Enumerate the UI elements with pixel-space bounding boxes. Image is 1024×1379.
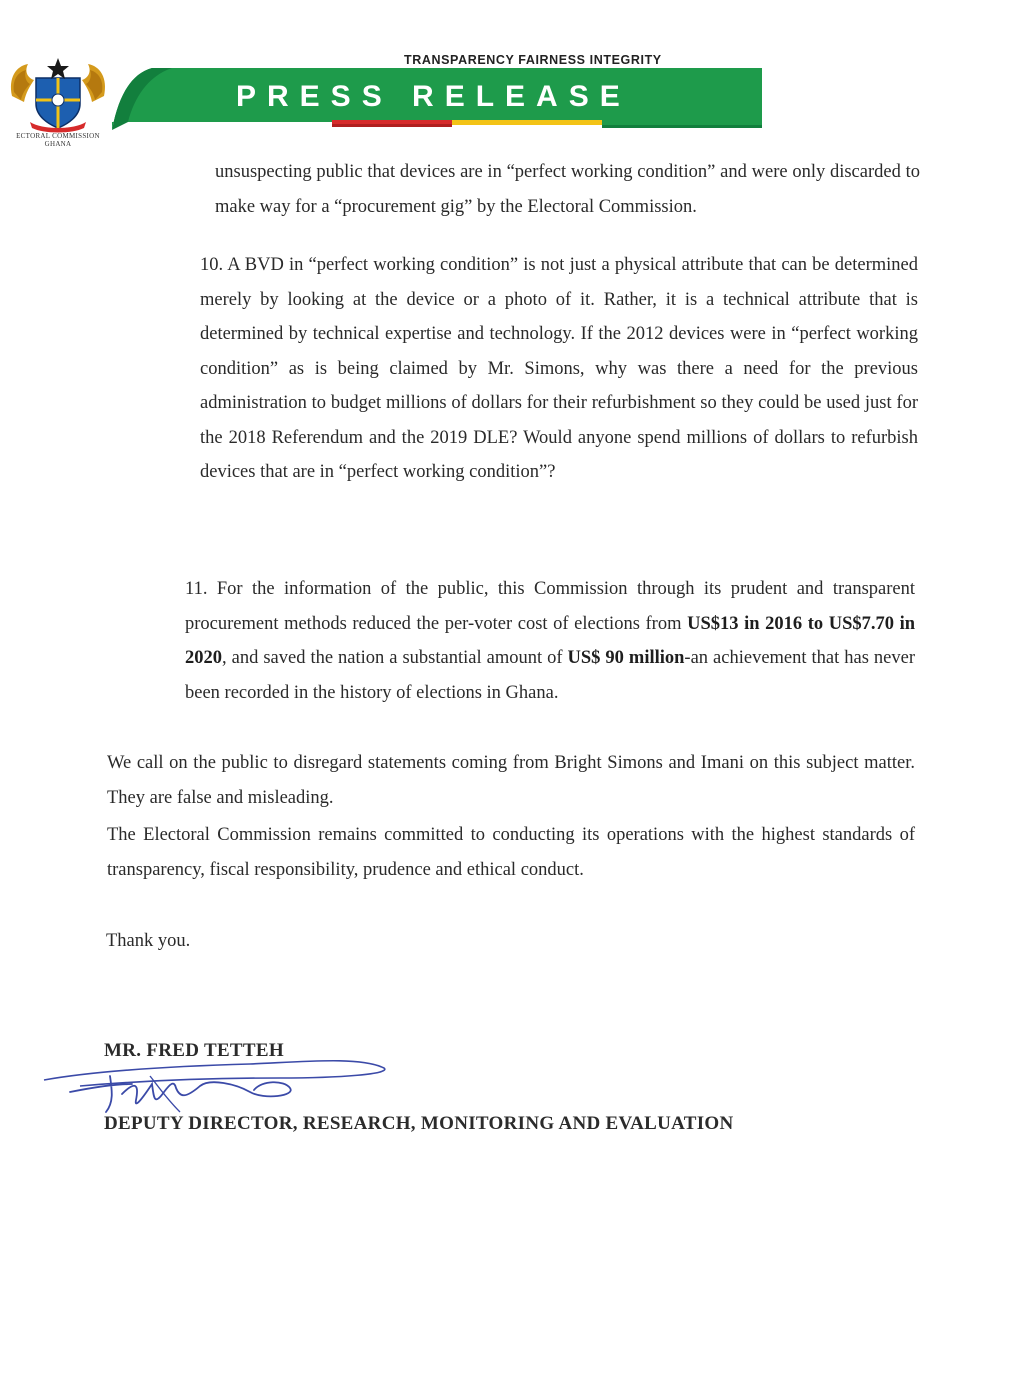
numbered-item-10 xyxy=(200,248,918,490)
handwritten-signature xyxy=(40,1040,400,1124)
item-10-text: A BVD in “perfect working condition” is not just a physical attribute that can be determined merely by looking at the device or a photo of it. Rather, it is a technical attribute that is determined by technical expertise and technology. If the 2012 devices were in “perfect working condition” as is being claimed by Mr. Simons, why was there a need for the previous administration to budget millions of dollars for their refurbishment so they could be used just for the 2018 Referendum and the 2019 DLE? Would anyone spend millions of dollars to refurbish devices that are in “perfect working condition”? xyxy=(200,255,918,482)
tagline: TRANSPARENCY FAIRNESS INTEGRITY xyxy=(404,53,662,67)
banner-title: PRESS RELEASE xyxy=(236,80,631,113)
logo-caption-line2: GHANA xyxy=(44,140,72,148)
continuation-paragraph: unsuspecting public that devices are in “perfect working condition” and were only discarded to make way for a “procurement gig” by the Electoral Commission. xyxy=(215,162,920,217)
numbered-item-11 xyxy=(185,572,915,710)
item-10-number: 10. xyxy=(200,255,224,275)
logo-caption-line1: ECTORAL COMMISSION xyxy=(16,132,100,140)
signatory-name: MR. FRED TETTEH xyxy=(104,1040,284,1061)
electoral-commission-logo xyxy=(6,56,110,148)
item-11-number: 11. xyxy=(185,579,208,599)
item-11-text-a: For the information of the public, this Commission through its prudent and transparent procurement methods reduced the per-voter cost of elections from xyxy=(185,579,916,634)
coat-of-arms-icon xyxy=(6,56,110,134)
thank-you: Thank you. xyxy=(106,931,191,951)
closing-paragraph-1: We call on the public to disregard statements coming from Bright Simons and Imani on this subject matter. They are false and misleading. xyxy=(107,753,915,808)
item-11-bold-b: US$ 90 million xyxy=(567,648,685,668)
logo-caption xyxy=(6,132,110,148)
signatory-title: DEPUTY DIRECTOR, RESEARCH, MONITORING AND EVALUATION xyxy=(104,1113,734,1134)
item-11-bold-a: US$13 in 2016 to US$7.70 in 2020 xyxy=(185,613,916,668)
item-11-text-b: , and saved the nation a substantial amount of xyxy=(222,648,563,668)
closing-paragraph-2: The Electoral Commission remains committed to conducting its operations with the highest standards of transparency, fiscal responsibility, prudence and ethical conduct. xyxy=(107,825,915,880)
item-11-text-c: -an achievement that has never been recorded in the history of elections in Ghana. xyxy=(185,648,915,703)
